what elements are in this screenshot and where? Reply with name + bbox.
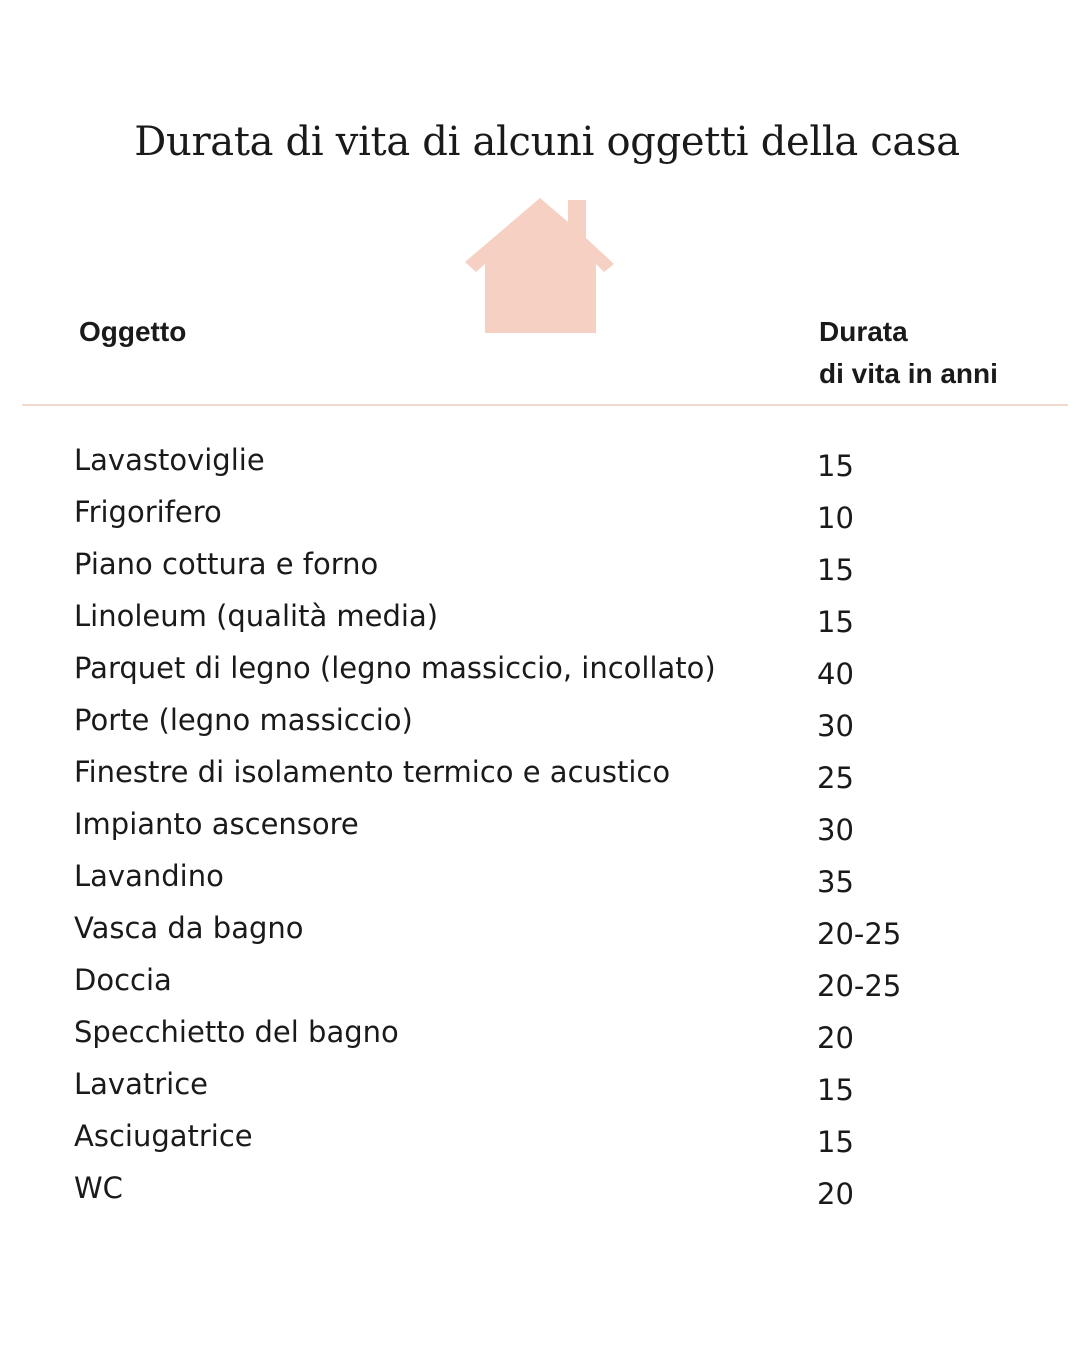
- row-years: 40: [817, 657, 854, 691]
- row-item: Specchietto del bagno: [74, 1015, 399, 1049]
- table-row: [0, 694, 1080, 746]
- table-row: [0, 850, 1080, 902]
- row-years: 15: [817, 1073, 854, 1107]
- row-item: WC: [74, 1171, 123, 1205]
- row-years: 10: [817, 501, 854, 535]
- table-row: [0, 1006, 1080, 1058]
- column-header-duration-line2: di vita in anni: [819, 358, 998, 389]
- row-item: Doccia: [74, 963, 172, 997]
- row-years: 20-25: [817, 969, 902, 1003]
- house-shape: [465, 198, 614, 333]
- table-row: [0, 1110, 1080, 1162]
- row-item: Lavatrice: [74, 1067, 208, 1101]
- row-years: 20: [817, 1021, 854, 1055]
- row-years: 25: [817, 761, 854, 795]
- table-row: [0, 1162, 1080, 1214]
- table-row: [0, 798, 1080, 850]
- row-item: Lavastoviglie: [74, 443, 265, 477]
- header-divider: [22, 404, 1068, 406]
- row-item: Asciugatrice: [74, 1119, 253, 1153]
- table-row: [0, 902, 1080, 954]
- lifespan-table: [0, 434, 1080, 1214]
- row-years: 15: [817, 553, 854, 587]
- table-row: [0, 486, 1080, 538]
- table-row: [0, 746, 1080, 798]
- row-item: Porte (legno massiccio): [74, 703, 413, 737]
- table-row: [0, 954, 1080, 1006]
- page-title: Durata di vita di alcuni oggetti della casa: [134, 118, 960, 165]
- row-item: Parquet di legno (legno massiccio, incollato): [74, 651, 716, 685]
- row-item: Piano cottura e forno: [74, 547, 379, 581]
- row-item: Vasca da bagno: [74, 911, 304, 945]
- table-row: [0, 642, 1080, 694]
- table-row: [0, 590, 1080, 642]
- table-row: [0, 538, 1080, 590]
- column-header-duration: [819, 311, 1059, 395]
- row-years: 20: [817, 1177, 854, 1211]
- column-header-object: Oggetto: [79, 316, 187, 347]
- row-years: 30: [817, 813, 854, 847]
- table-row: [0, 1058, 1080, 1110]
- row-item: Linoleum (qualità media): [74, 599, 439, 633]
- column-header-duration-line1: Durata: [819, 316, 908, 347]
- row-item: Lavandino: [74, 859, 224, 893]
- table-row: [0, 434, 1080, 486]
- row-years: 15: [817, 449, 854, 483]
- row-item: Finestre di isolamento termico e acustico: [74, 755, 671, 789]
- row-item: Impianto ascensore: [74, 807, 359, 841]
- row-years: 20-25: [817, 917, 902, 951]
- row-years: 15: [817, 1125, 854, 1159]
- row-years: 15: [817, 605, 854, 639]
- row-item: Frigorifero: [74, 495, 222, 529]
- house-icon: [464, 196, 614, 334]
- row-years: 35: [817, 865, 854, 899]
- row-years: 30: [817, 709, 854, 743]
